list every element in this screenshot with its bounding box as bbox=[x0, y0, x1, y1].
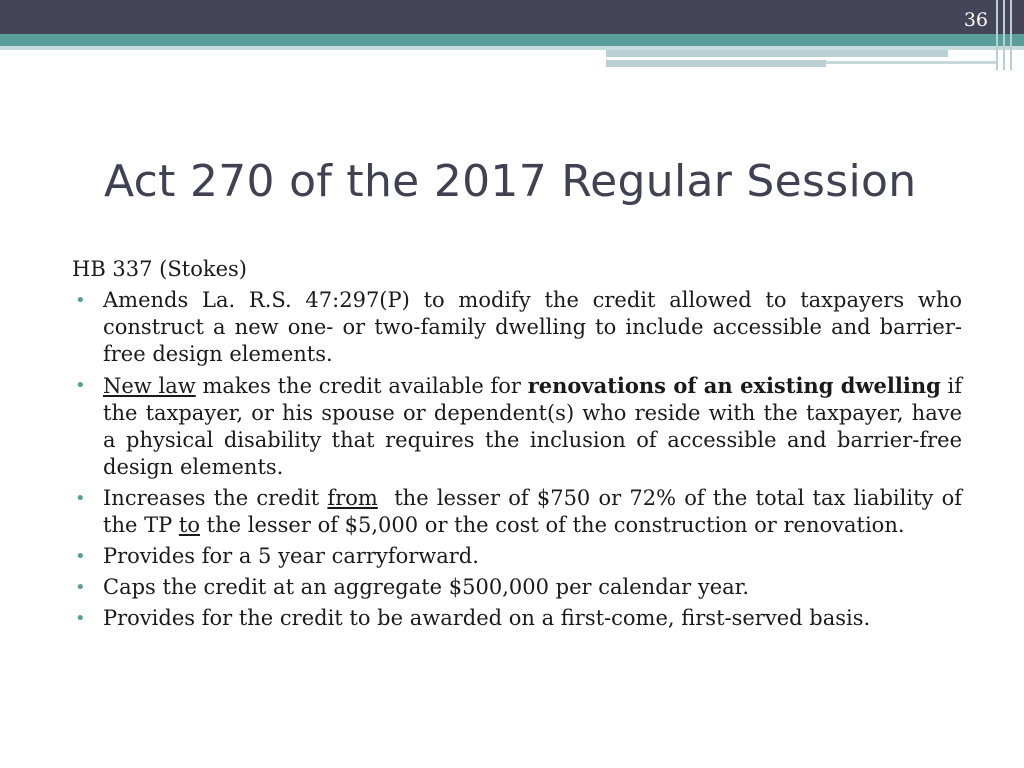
slide-number: 36 bbox=[963, 9, 988, 31]
bullet-text-underlined: from bbox=[327, 486, 378, 510]
bullet-item bbox=[72, 372, 962, 481]
bullet-text-underlined: New law bbox=[103, 374, 196, 398]
bullet-text: the lesser of $750 or 72% of the total tax liability of the TP bbox=[103, 486, 969, 537]
header-accent-line bbox=[1003, 0, 1005, 70]
slide-title: Act 270 of the 2017 Regular Session bbox=[104, 156, 917, 207]
header-dark-bar bbox=[0, 0, 1024, 34]
slide-body bbox=[72, 256, 969, 632]
bullet-icon: • bbox=[75, 488, 86, 509]
bullet-text: Increases the credit bbox=[103, 486, 328, 510]
bullet-text-bold: renovations of an existing dwelling bbox=[527, 373, 941, 398]
header-teal-bar bbox=[0, 34, 1024, 46]
bullet-item bbox=[72, 287, 962, 368]
bullet-text: Caps the credit at an aggregate $500,000 per calendar year. bbox=[103, 575, 750, 599]
bullet-item bbox=[72, 605, 962, 632]
bullet-icon: • bbox=[75, 546, 86, 567]
bullet-text-underlined: to bbox=[178, 513, 200, 537]
bullet-item bbox=[72, 485, 969, 539]
bullet-text: Provides for a 5 year carryforward. bbox=[103, 544, 479, 568]
bullet-icon: • bbox=[75, 577, 86, 598]
bullet-text: makes the credit available for bbox=[195, 374, 528, 398]
bullet-text: if the taxpayer, or his spouse or dependent(s) who reside with the taxpayer, have a physical disability that requires the inclusion of accessible and barrier-free design elements. bbox=[103, 374, 963, 479]
header-accent-strip bbox=[606, 60, 826, 67]
bullet-icon: • bbox=[75, 290, 86, 311]
header-accent-strip bbox=[826, 61, 996, 64]
bullet-icon: • bbox=[75, 608, 86, 629]
bullet-text: the lesser of $5,000 or the cost of the construction or renovation. bbox=[199, 513, 905, 537]
header-accent-line bbox=[996, 0, 998, 70]
bullet-text: Provides for the credit to be awarded on a first-come, first-served basis. bbox=[103, 606, 871, 630]
bullet-list bbox=[72, 287, 969, 632]
bill-reference: HB 337 (Stokes) bbox=[72, 257, 247, 281]
bullet-text: Amends La. R.S. 47:297(P) to modify the credit allowed to taxpayers who construct a new one- or two-family dwelling to include accessible and barrier-free design elements. bbox=[103, 288, 962, 366]
bullet-item bbox=[72, 543, 962, 570]
header-accent-line bbox=[1010, 0, 1012, 70]
bullet-item bbox=[72, 574, 962, 601]
header-accent-strip bbox=[606, 50, 948, 57]
bullet-icon: • bbox=[75, 375, 86, 396]
